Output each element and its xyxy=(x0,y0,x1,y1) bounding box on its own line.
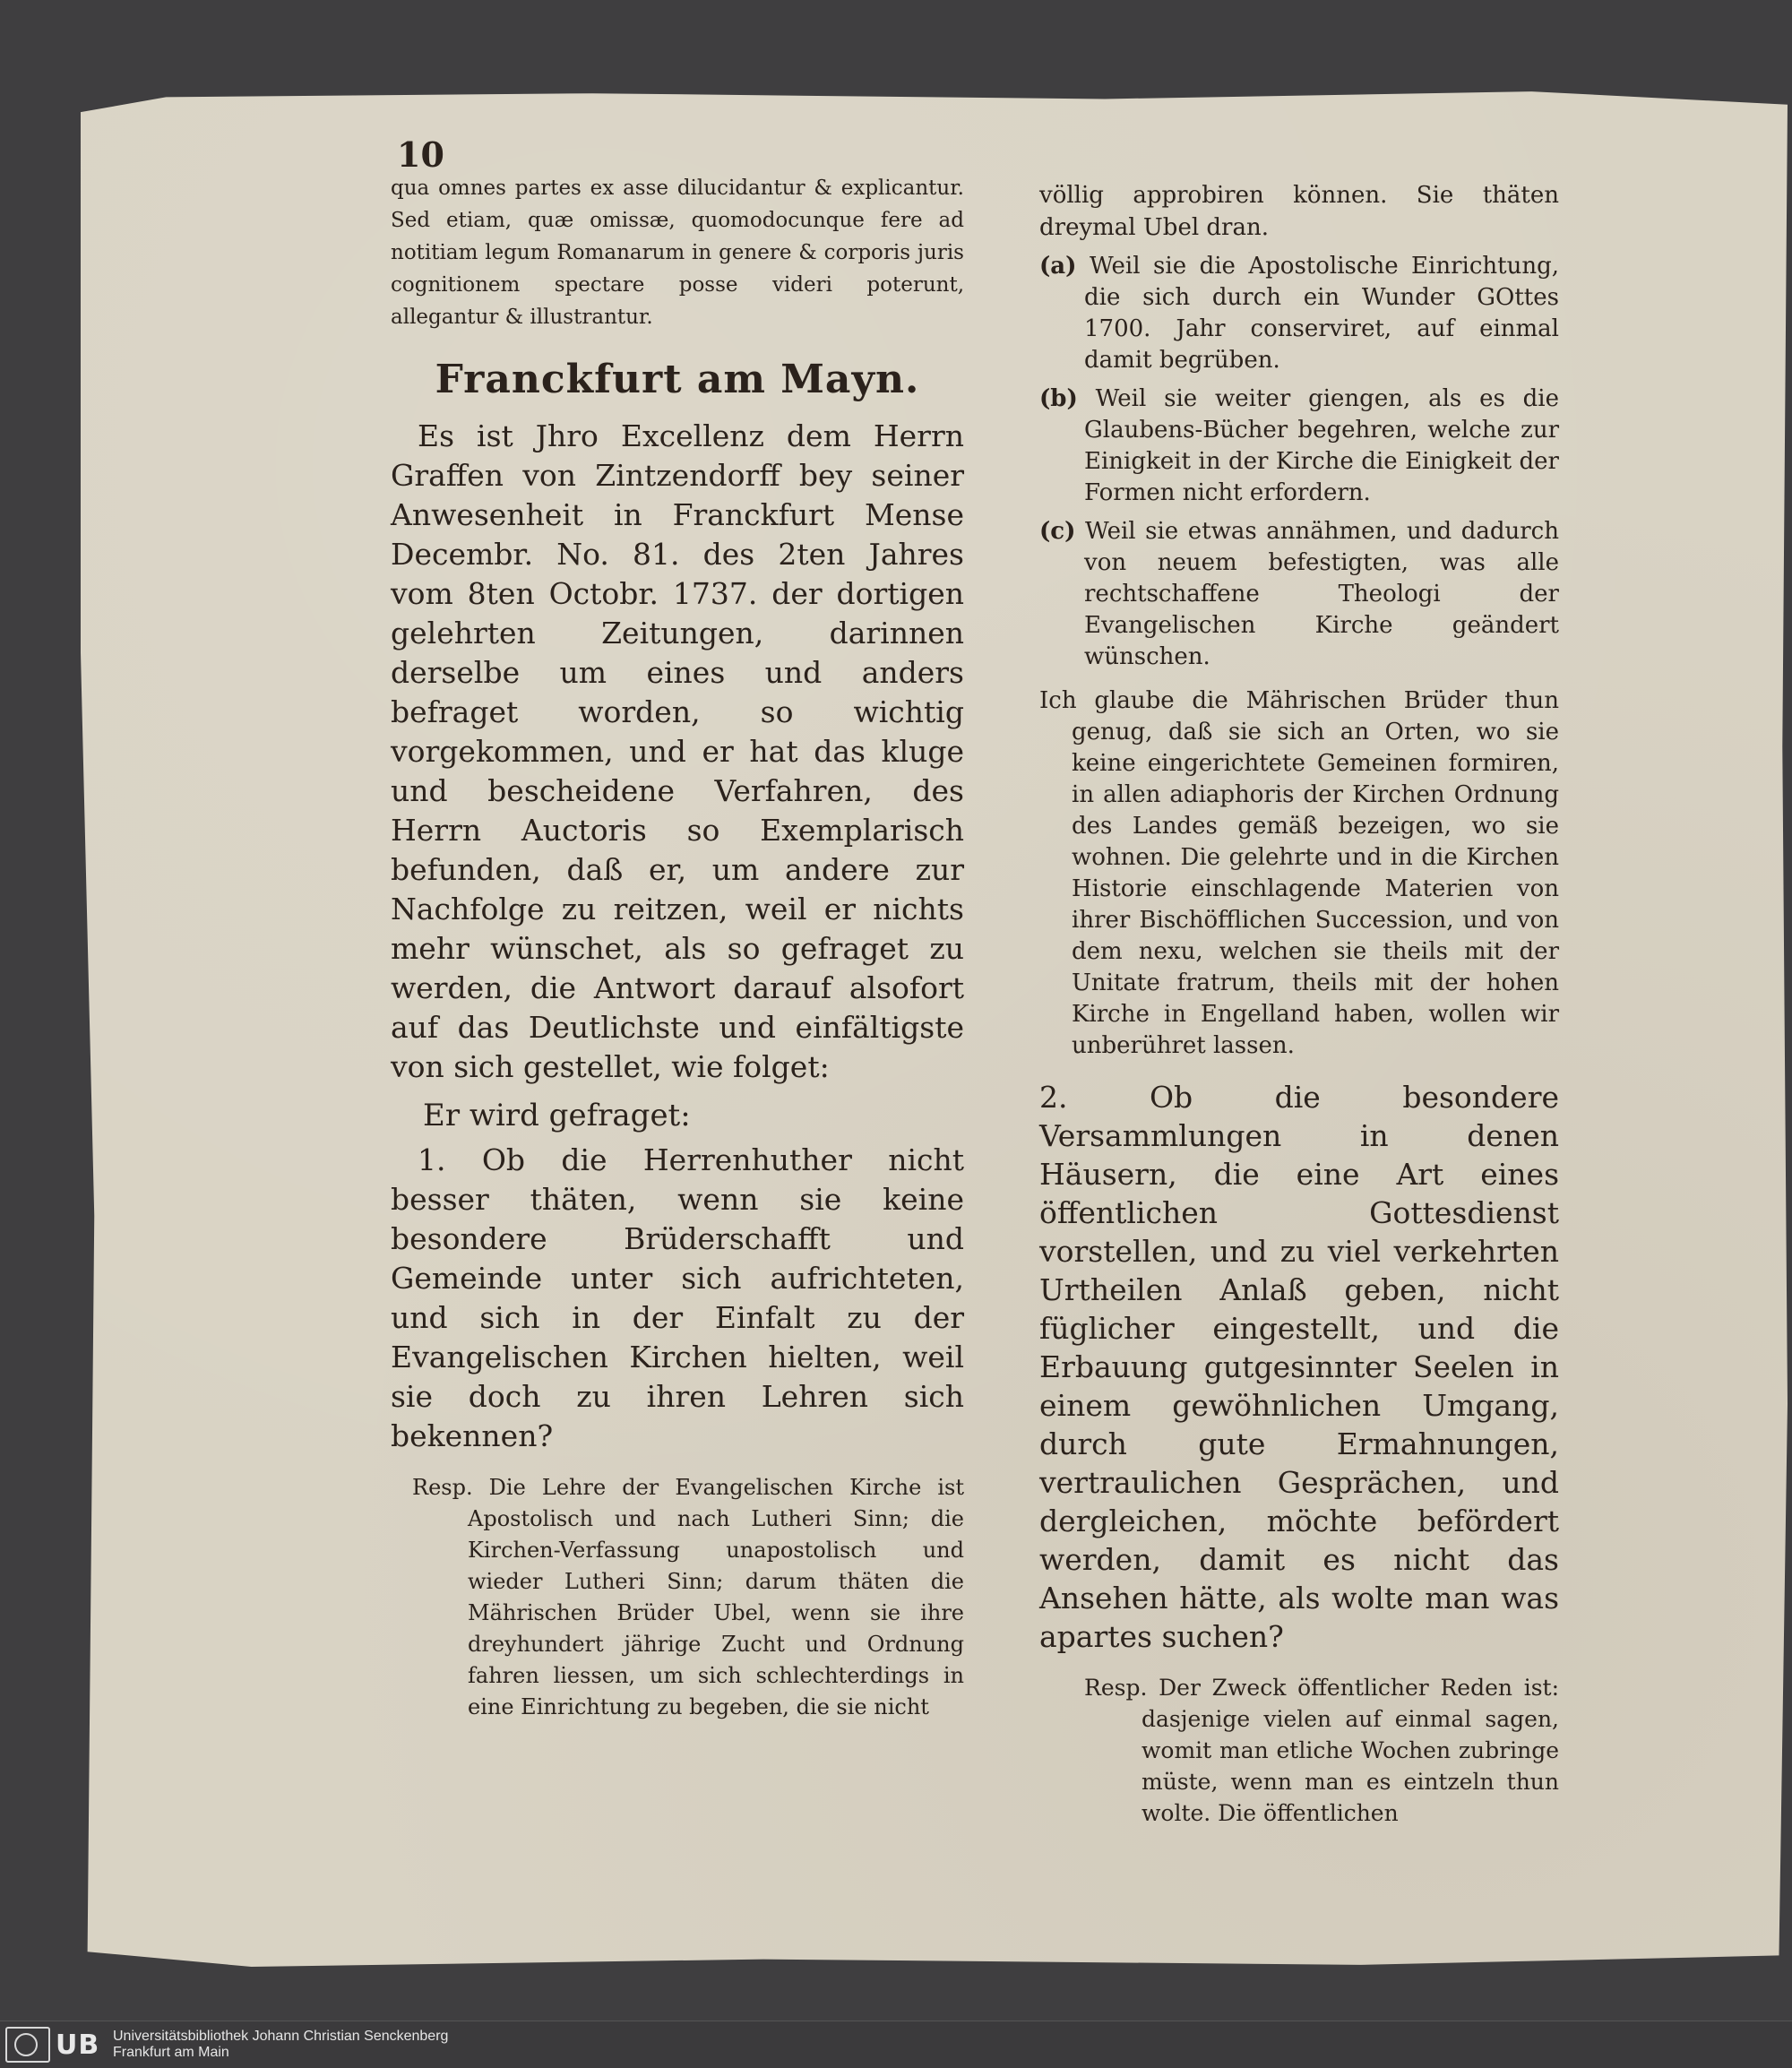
section-heading: Franckfurt am Mayn. xyxy=(435,357,920,402)
item-marker: (a) xyxy=(1039,253,1077,280)
page-number: 10 xyxy=(397,134,444,175)
library-footer xyxy=(0,2021,1792,2068)
library-name xyxy=(113,2029,448,2061)
library-name-line1: Universitätsbibliothek Johann Christian Senckenberg xyxy=(113,2029,449,2044)
item-text: Weil sie weiter giengen, als es die Glaubens-Bücher begehren, welche zur Einigkeit in der Kirche die Einigkeit der Formen nicht erfordern. xyxy=(1084,385,1560,506)
continued-text: völlig approbiren können. Sie thäten dreymal Ubel dran. xyxy=(1039,182,1559,241)
latin-paragraph: qua omnes partes ex asse dilucidantur & explicantur. Sed etiam, quæ omissæ, quomodocunque fere ad notitiam legum Romanarum in genere & corporis juris cognitionem spectare posse videri poterunt, allegantur & illustrantur. xyxy=(391,177,964,329)
list-item-c xyxy=(1039,516,1559,673)
intro-paragraph: Es ist Jhro Excellenz dem Herrn Graffen von Zintzendorff bey seiner Anwesenheit in Franckfurt Mense Decembr. No. 81. des 2ten Jahres vom 8ten Octobr. 1737. der dortigen gelehrten Zeitungen, darinnen derselbe um eines und anders befraget worden, so wichtig vorgekommen, und er hat das kluge und bescheidene Verfahren, des Herrn Auctoris so Exemplarisch befunden, daß er, um andere zur Nachfolge zu reitzen, weil er nichts mehr wünschet, als so gefraget zu werden, die Antwort darauf alsofort auf das Deutlichste und einfältigste von sich gestellet, wie folget: xyxy=(391,418,964,1084)
brethren-paragraph: Ich glaube die Mährischen Brüder thun genug, daß sie sich an Orten, wo sie keine eingerichtete Gemeinen formiren, in allen adiaphoris der Kirchen Ordnung des Landes gemäß bezeigen, wo sie wohnen. Die gelehrte und in die Kirchen Historie einschlagende Materien von ihrer Bischöfflichen Succession, und von dem nexu, welchen sie theils mit der Unitate fratrum, theils mit der hohen Kirche in Engelland haben, wollen wir unberühret lassen. xyxy=(1039,687,1559,1059)
library-name-line2: Frankfurt am Main xyxy=(113,2045,229,2060)
right-column xyxy=(1039,179,1559,1829)
left-column xyxy=(391,172,964,1723)
logo-text: UB xyxy=(56,2029,100,2061)
question-1: 1. Ob die Herrenhuther nicht besser thäten, wenn sie keine besondere Brüderschafft und Gemeinde unter sich aufrichteten, und sich in der Einfalt zu der Evangelischen Kirchen hielten, weil sie doch zu ihren Lehren sich bekennen? xyxy=(391,1142,964,1453)
library-seal-icon xyxy=(5,2027,50,2063)
list-item-b xyxy=(1039,383,1559,509)
question-intro: Er wird gefraget: xyxy=(423,1098,691,1133)
item-marker: (c) xyxy=(1039,518,1076,545)
response-1: Resp. Die Lehre der Evangelischen Kirche ist Apostolisch und nach Lutheri Sinn; die Kirchen-Verfassung unapostolisch und wieder Lutheri Sinn; darum thäten die Mährischen Brüder Ubel, wenn sie ihre dreyhundert jährige Zucht und Ordnung fahren liessen, um sich schlechterdings in eine Einrichtung zu begeben, die sie nicht xyxy=(412,1475,964,1719)
library-logo[interactable] xyxy=(5,2028,99,2062)
item-marker: (b) xyxy=(1039,385,1078,412)
response-2: Resp. Der Zweck öffentlicher Reden ist: dasjenige vielen auf einmal sagen, womit man etliche Wochen zubringe müste, wenn man es eintzeln thun wolte. Die öffentlichen xyxy=(1084,1675,1559,1826)
question-2: 2. Ob die besondere Versammlungen in denen Häusern, die eine Art eines öffentlichen Gottesdienst vorstellen, und zu viel verkehrten Urtheilen Anlaß geben, nicht füglicher eingestellt, und die Erbauung gutgesinnter Seelen in einem gewöhnlichen Umgang, durch gute Ermahnungen, vertraulichen Gesprächen, und dergleichen, möchte befördert werden, damit es nicht das Ansehen hätte, als wolte man was apartes suchen? xyxy=(1039,1080,1559,1654)
item-text: Weil sie etwas annähmen, und dadurch von neuem befestigten, was alle rechtschaffene Theologi der Evangelischen Kirche geändert wünschen. xyxy=(1084,518,1559,670)
item-text: Weil sie die Apostolische Einrichtung, die sich durch ein Wunder GOttes 1700. Jahr conserviret, auf einmal damit begrüben. xyxy=(1084,253,1559,374)
list-item-a xyxy=(1039,251,1559,376)
